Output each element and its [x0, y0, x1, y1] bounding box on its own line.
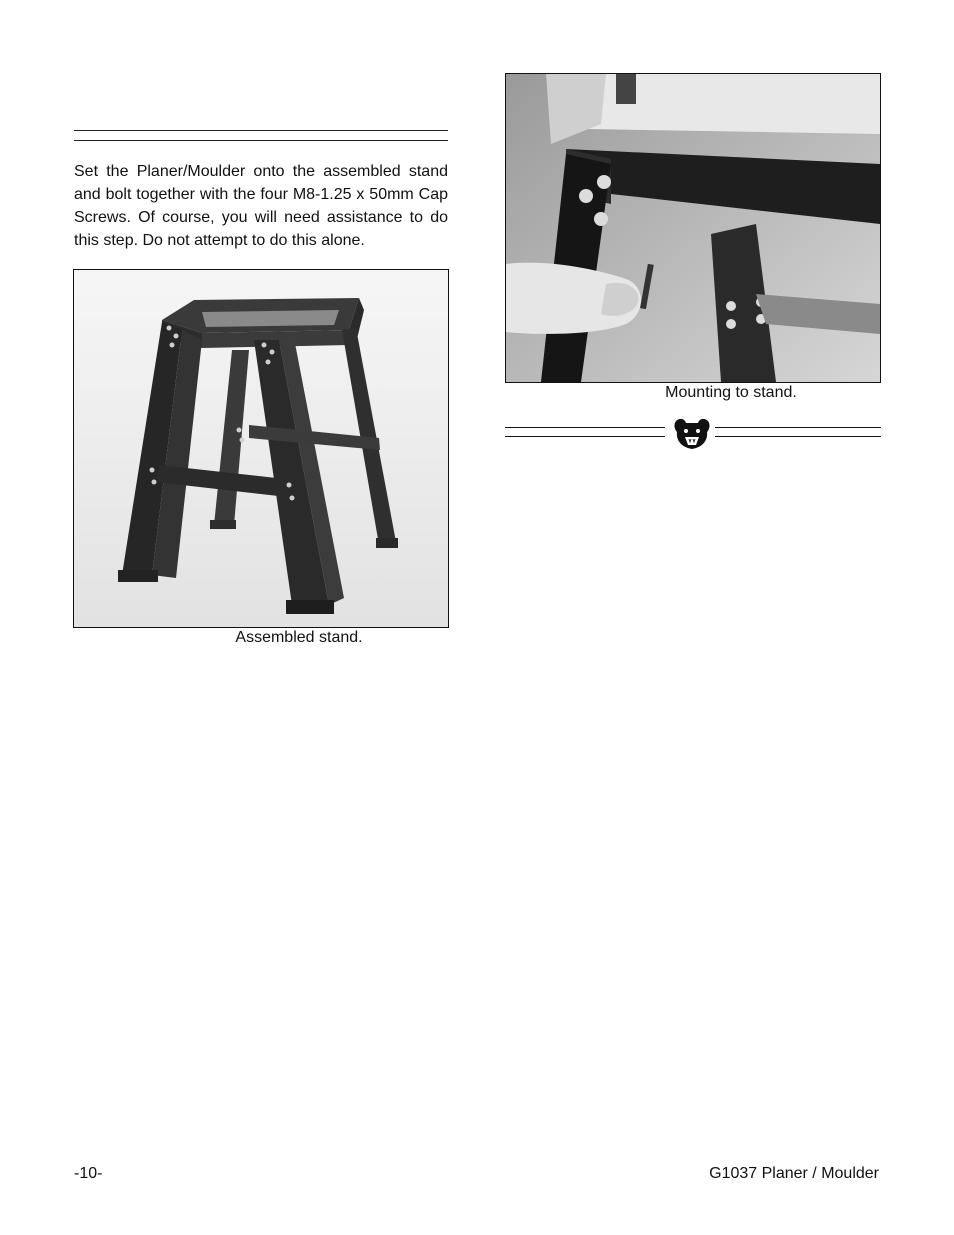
page-number: -10-	[74, 1165, 103, 1182]
section-divider	[505, 420, 881, 454]
bear-logo-icon	[672, 416, 712, 452]
assembled-stand-photo	[73, 269, 449, 628]
document-title-footer: G1037 Planer / Moulder	[709, 1165, 879, 1182]
instruction-paragraph: Set the Planer/Moulder onto the assembled stand and bolt together with the four M8-1.25 x 50mm Cap Screws. Of course, you will need assistance to do this step. Do not attempt to do this alone.	[74, 163, 448, 249]
assembled-stand-caption: Assembled stand.	[235, 629, 363, 646]
mounting-caption: Mounting to stand.	[665, 384, 797, 401]
section-heading-rule	[74, 130, 448, 141]
mounting-photo	[505, 73, 881, 383]
